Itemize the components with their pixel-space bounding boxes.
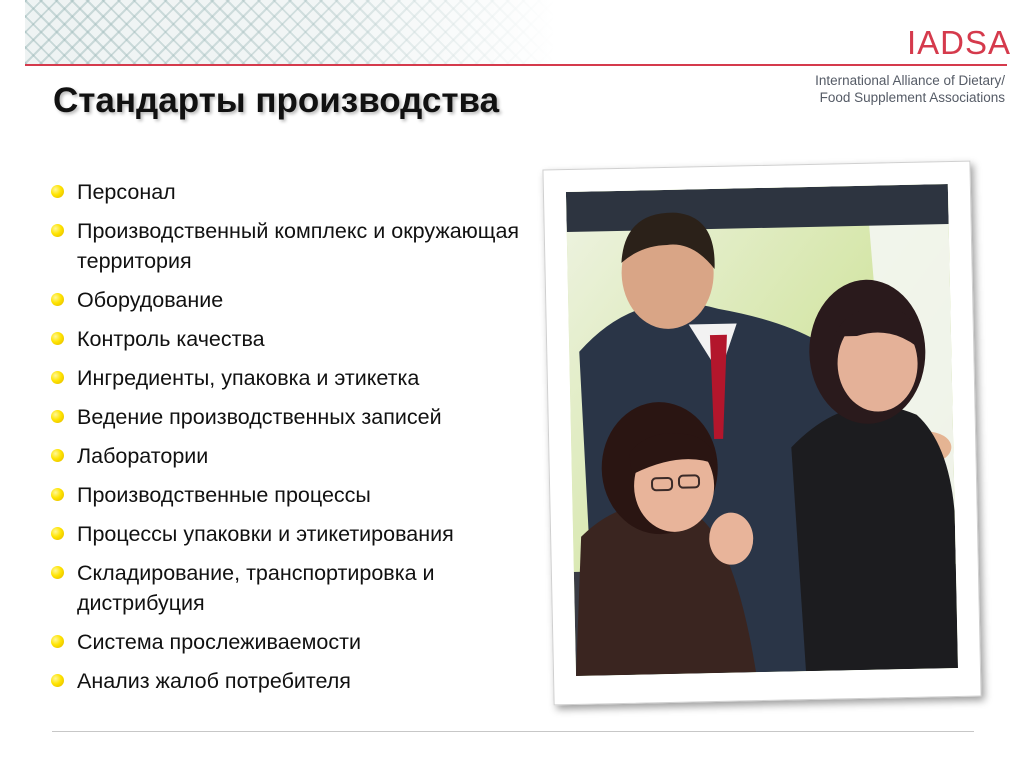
bullet-text: Лаборатории [77,444,209,468]
bullet-icon [51,224,64,237]
bullet-text: Контроль качества [77,327,265,351]
bullet-icon [51,674,64,687]
bullet-item [50,480,540,510]
bullet-item [50,519,540,549]
logo-wordmark: IADSA [907,24,1012,61]
standards-bullet-list [50,177,540,705]
logo-subtitle-line-2: Food Supplement Associations [819,90,1005,105]
bullet-icon [51,371,64,384]
bullet-item [50,627,540,657]
office-team-photo [566,184,958,676]
bullet-text: Оборудование [77,288,224,312]
bullet-item [50,402,540,432]
bullet-icon [51,488,64,501]
bullet-text: Складирование, транспортировка и дистрибуция [77,561,435,615]
bullet-item [50,177,540,207]
bullet-text: Ведение производственных записей [77,405,442,429]
bullet-text: Анализ жалоб потребителя [77,669,351,693]
bullet-item [50,666,540,696]
bullet-icon [51,449,64,462]
bullet-item [50,216,540,276]
header-pattern-band [25,0,555,64]
bullet-icon [51,635,64,648]
footer-divider [52,731,974,732]
bullet-text: Система прослеживаемости [77,630,361,654]
bullet-item [50,324,540,354]
bullet-icon [51,332,64,345]
bullet-item [50,441,540,471]
logo-subtitle-line-1: International Alliance of Dietary/ [815,73,1005,88]
bullet-text: Персонал [77,180,176,204]
bullet-icon [51,410,64,423]
bullet-item [50,558,540,618]
slide-title: Стандарты производства [53,81,500,120]
photo-frame [542,161,981,706]
bullet-icon [51,185,64,198]
bullet-icon [51,527,64,540]
bullet-icon [51,566,64,579]
header-divider [25,64,1007,66]
bullet-text: Процессы упаковки и этикетирования [77,522,454,546]
bullet-item [50,285,540,315]
bullet-text: Ингредиенты, упаковка и этикетка [77,366,420,390]
bullet-text: Производственный комплекс и окружающая территория [77,219,520,273]
office-team-illustration [566,184,958,676]
bullet-text: Производственные процессы [77,483,371,507]
bullet-item [50,363,540,393]
bullet-icon [51,293,64,306]
